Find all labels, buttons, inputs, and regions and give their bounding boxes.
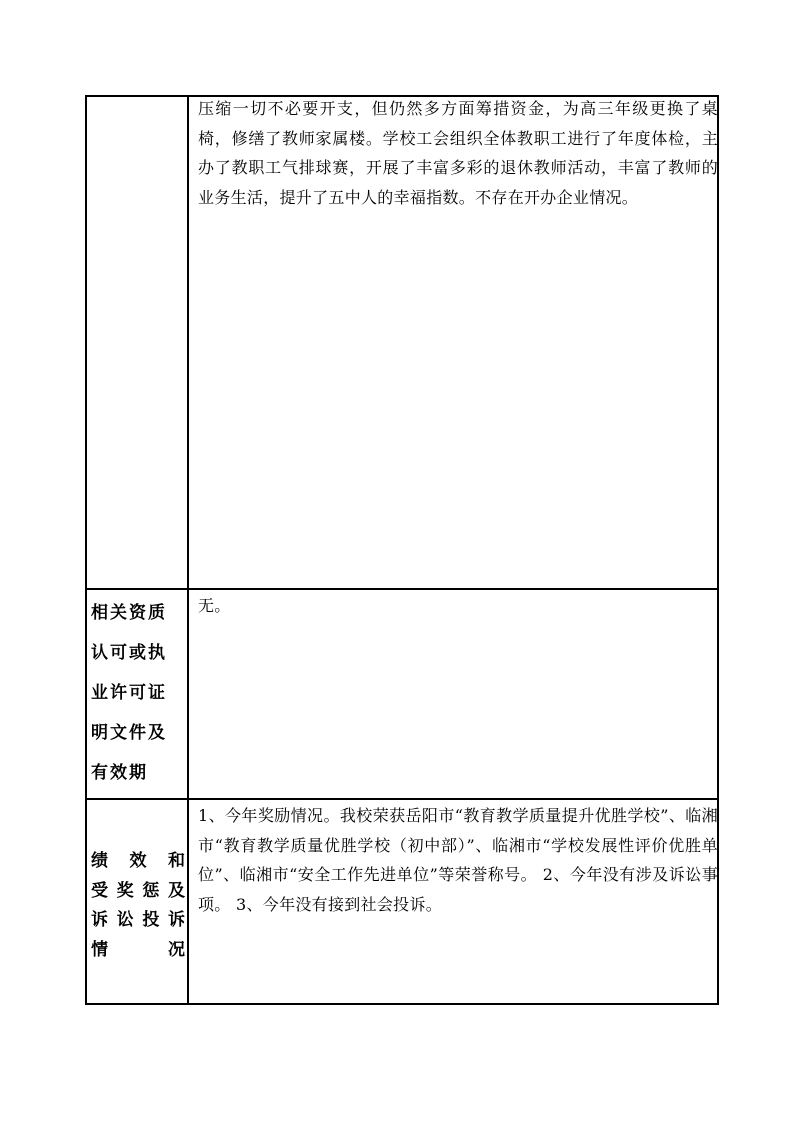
label-line: 绩效和 (91, 851, 187, 871)
label-line: 认可或执 (91, 643, 167, 663)
table-row-2-label (91, 593, 187, 793)
label-line: 明文件及 (91, 723, 167, 743)
label-line: 情况 (91, 939, 187, 960)
label-line: 相关资质 (91, 603, 167, 623)
label-line: 受奖惩及 (91, 880, 187, 901)
table-column-divider (187, 95, 189, 1005)
table-row-divider (85, 588, 719, 590)
table-border-left (85, 95, 87, 1005)
table-row-3-content: 1、今年奖励情况。我校荣获岳阳市“教育教学质量提升优胜学校”、临湘市“教育教学质量优胜学校（初中部）”、临湘市“学校发展性评价优胜单位”、临湘市“安全工作先进单位”等荣誉称号。 2、今年没有涉及诉讼事项。 3、今年没有接到社会投诉。 (198, 806, 718, 914)
table-row-divider (85, 798, 719, 800)
table-row-2-content: 无。 (198, 596, 231, 615)
label-line: 业许可证 (91, 683, 167, 703)
table-border-bottom (85, 1003, 719, 1005)
label-line: 诉讼投诉 (91, 910, 187, 930)
label-line: 有效期 (91, 763, 148, 783)
table-row-1-content: 压缩一切不必要开支，但仍然多方面筹措资金，为高三年级更换了桌椅，修缮了教师家属楼。学校工会组织全体教职工进行了年度体检，主办了教职工气排球赛，开展了丰富多彩的退休教师活动，丰富了教师的业务生活，提升了五中人的幸福指数。不存在开办企业情况。 (198, 99, 718, 207)
info-table (85, 95, 719, 1005)
table-row-3-label (91, 847, 187, 965)
